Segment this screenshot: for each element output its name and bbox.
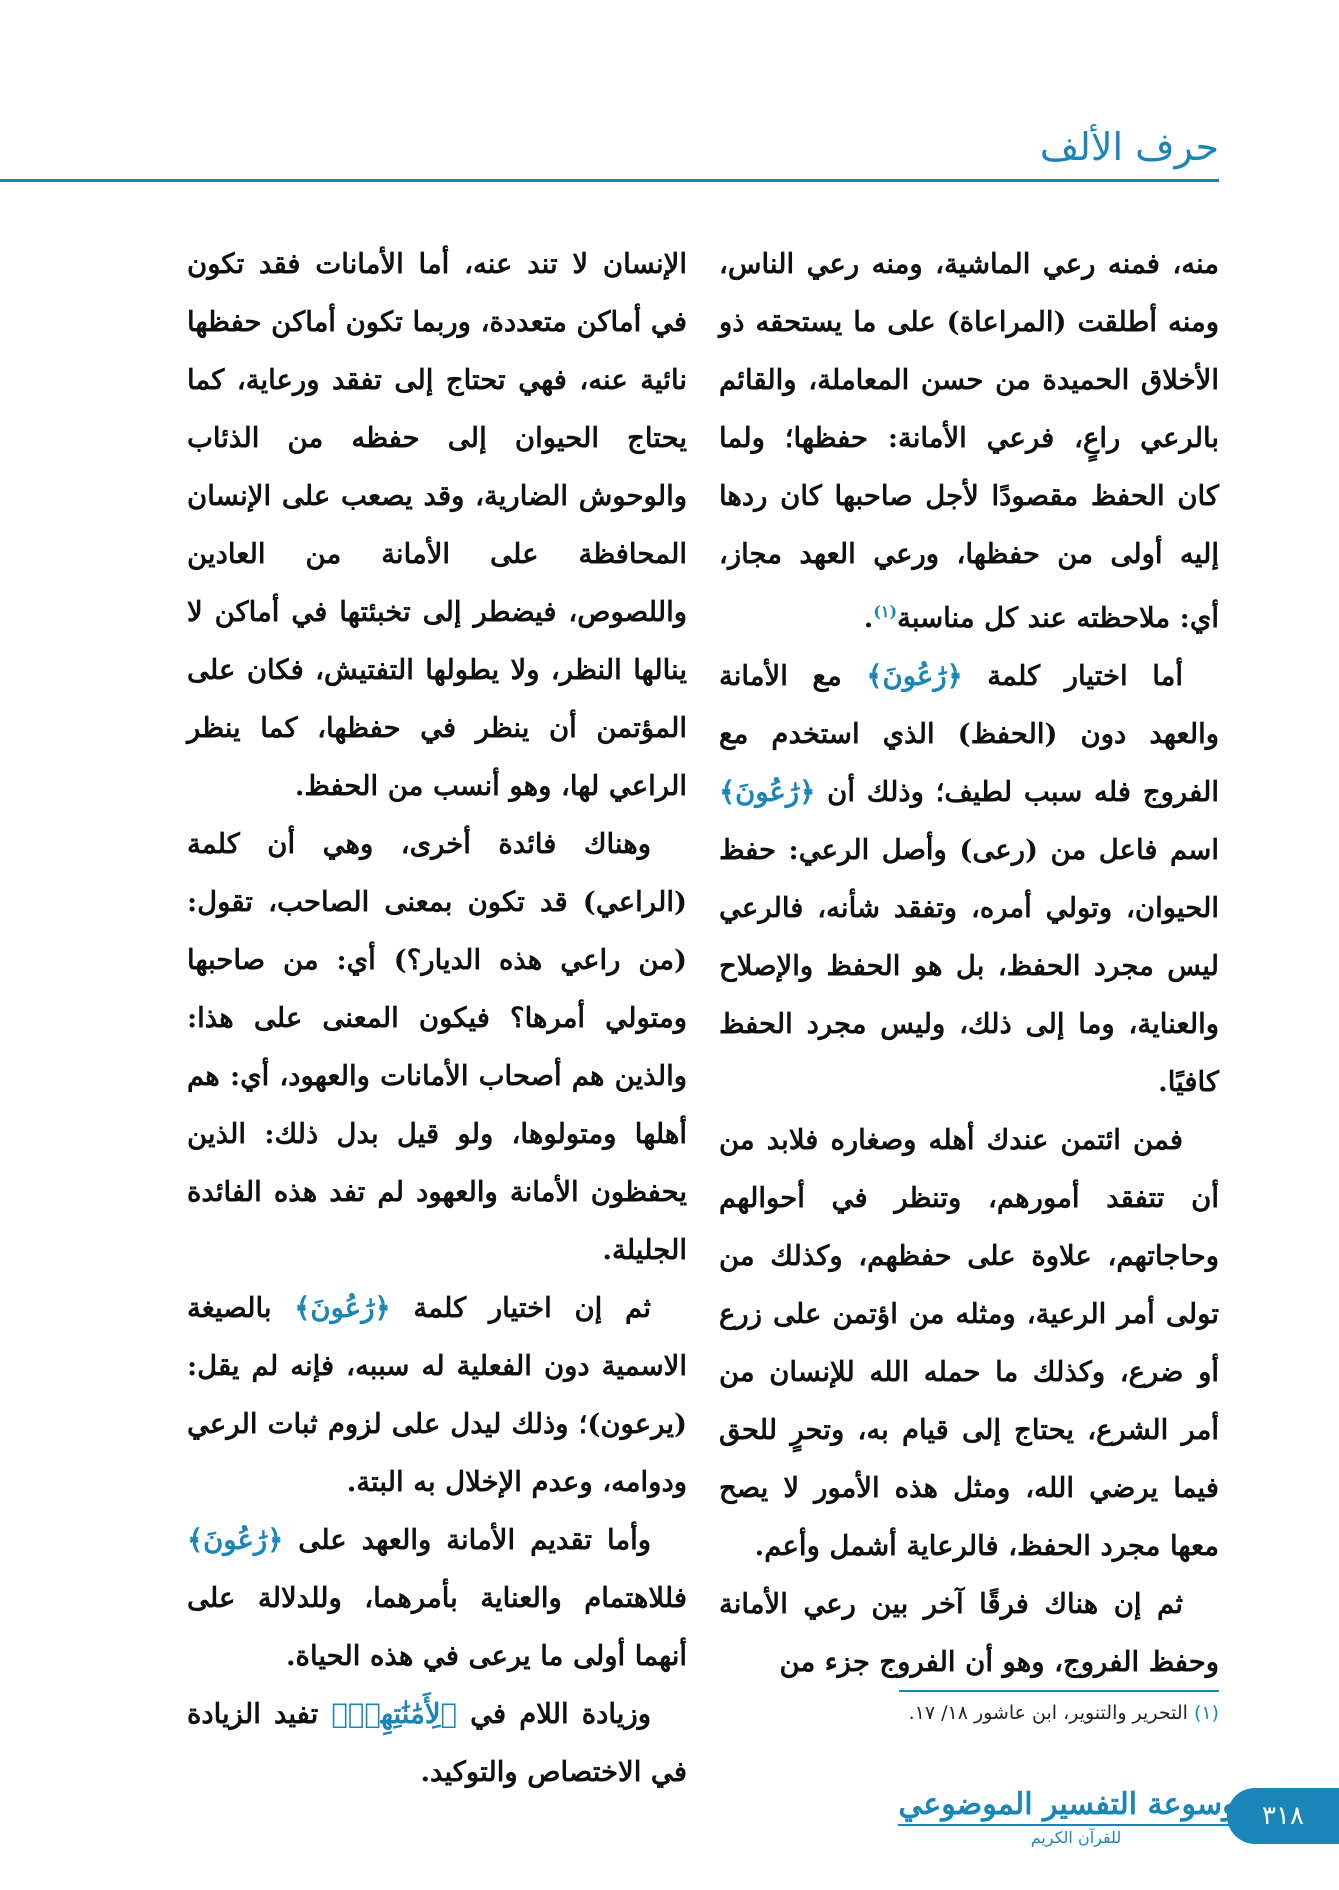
quran-word: ﴿رَٰعُونَ﴾: [187, 1524, 284, 1556]
header-rule: [0, 179, 1219, 182]
page-number: ٣١٨: [1227, 1788, 1339, 1844]
footnote-ref[interactable]: (١): [873, 602, 898, 621]
paragraph-text: بالصيغة الاسمية دون الفعلية له سببه، فإنه لم يقل: (يرعون)؛ وذلك ليدل على لزوم ثبات الرعي ودوامه، وعدم الإخلال به البتة.: [187, 1292, 687, 1498]
logo-title: موسوعة التفسير الموضوعي: [898, 1788, 1253, 1826]
paragraph-text: منه، فمنه رعي الماشية، ومنه رعي الناس، ومنه أطلقت (المراعاة) على ما يستحقه ذو الأخلاق الحميدة من حسن المعاملة، والقائم بالرعي راعٍ، فرعي الأمانة: حفظها؛ ولما كان الحفظ مقصودًا لأجل صاحبها كان ردها إليه أولى من حفظها، ورعي العهد مجاز، أي: ملاحظته عند كل مناسبة: [719, 248, 1219, 635]
paragraph: [719, 647, 1219, 1111]
quran-word: ﴿رَٰعُونَ﴾: [866, 660, 963, 693]
quran-word: ﴿لِأَمَٰنَٰتِهِمۡ﴾: [331, 1698, 458, 1730]
paragraph: [187, 1279, 687, 1511]
footnote-text: التحرير والتنوير، ابن عاشور ١٨/ ١٧.: [908, 1702, 1188, 1724]
quran-word: ﴿رَٰعُونَ﴾: [719, 776, 816, 809]
paragraph: وهناك فائدة أخرى، وهي أن كلمة (الراعي) قد تكون بمعنى الصاحب، تقول: (من راعي هذه الديار؟) أي: من صاحبها ومتولي أمرها؟ فيكون المعنى على هذا: والذين هم أصحاب الأمانات والعهود، أي: هم أهلها ومتولوها، ولو قيل بدل ذلك: الذين يحفظون الأمانة والعهود لم تفد هذه الفائدة الجليلة.: [187, 828, 687, 1266]
footnote: [719, 1702, 1219, 1724]
footnote-number: (١): [1193, 1702, 1219, 1724]
paragraph-text: فللاهتمام والعناية بأمرهما، وللدلالة على أنهما أولى ما يرعى في هذه الحياة.: [187, 1582, 687, 1672]
paragraph: [187, 1511, 687, 1685]
paragraph-text: مع الأمانة والعهد دون (الحفظ) الذي استخدم مع الفروج فله سبب لطيف؛ وذلك أن: [719, 660, 1219, 809]
quran-word: ﴿رَٰعُونَ﴾: [294, 1292, 391, 1324]
encyclopedia-logo: [898, 1782, 1254, 1852]
paragraph-text: وأما تقديم الأمانة والعهد على: [283, 1524, 651, 1556]
paragraph: [719, 235, 1219, 647]
paragraph-text: ثم إن اختيار كلمة: [390, 1292, 651, 1324]
paragraph: الإنسان لا تند عنه، أما الأمانات فقد تكون في أماكن متعددة، وربما تكون أماكن حفظها نائية عنه، فهي تحتاج إلى تفقد ورعاية، كما يحتاج الحيوان إلى حفظه من الذئاب والوحوش الضارية، وقد يصعب على الإنسان المحافظة على الأمانة من العادين واللصوص، فيضطر إلى تخبئتها في أماكن لا ينالها النظر، ولا يطولها التفتيش، فكان على المؤتمن أن ينظر في حفظها، كما ينظر الراعي لها، وهو أنسب من الحفظ.: [187, 248, 687, 802]
paragraph-text: تفيد الزيادة في الاختصاص والتوكيد.: [187, 1698, 687, 1788]
paragraph: [187, 1685, 687, 1801]
paragraph-text: وزيادة اللام في: [457, 1698, 652, 1730]
paragraph-text: أما اختيار كلمة: [962, 660, 1183, 693]
footnote-rule: [899, 1690, 1219, 1692]
paragraph-text: اسم فاعل من (رعى) وأصل الرعي: حفظ الحيوان، وتولي أمره، وتفقد شأنه، فالرعي ليس مجرد الحفظ، بل هو الحفظ والإصلاح والعناية، وما إلى ذلك، وليس مجرد الحفظ كافيًا.: [719, 834, 1219, 1099]
paragraph-text: .: [863, 602, 874, 635]
right-text-column: [719, 235, 1219, 1691]
paragraph: فمن ائتمن عندك أهله وصغاره فلابد من أن تتفقد أمورهم، وتنظر في أحوالهم وحاجاتهم، علاوة على حفظهم، وكذلك من تولى أمر الرعية، ومثله من اؤتمن على زرع أو ضرع، وكذلك ما حمله الله للإنسان من أمر الشرع، يحتاج إلى قيام به، وتحرٍ للحق فيما يرضي الله، ومثل هذه الأمور لا يصح معها مجرد الحفظ، فالرعاية أشمل وأعم.: [719, 1124, 1219, 1563]
paragraph: ثم إن هناك فرقًا آخر بين رعي الأمانة وحفظ الفروج، وهو أن الفروج جزء من: [719, 1588, 1219, 1679]
logo-subtitle: للقرآن الكريم: [1030, 1827, 1122, 1847]
left-text-column: [187, 235, 687, 1801]
page-section-title: حرف الألف: [1039, 125, 1219, 169]
